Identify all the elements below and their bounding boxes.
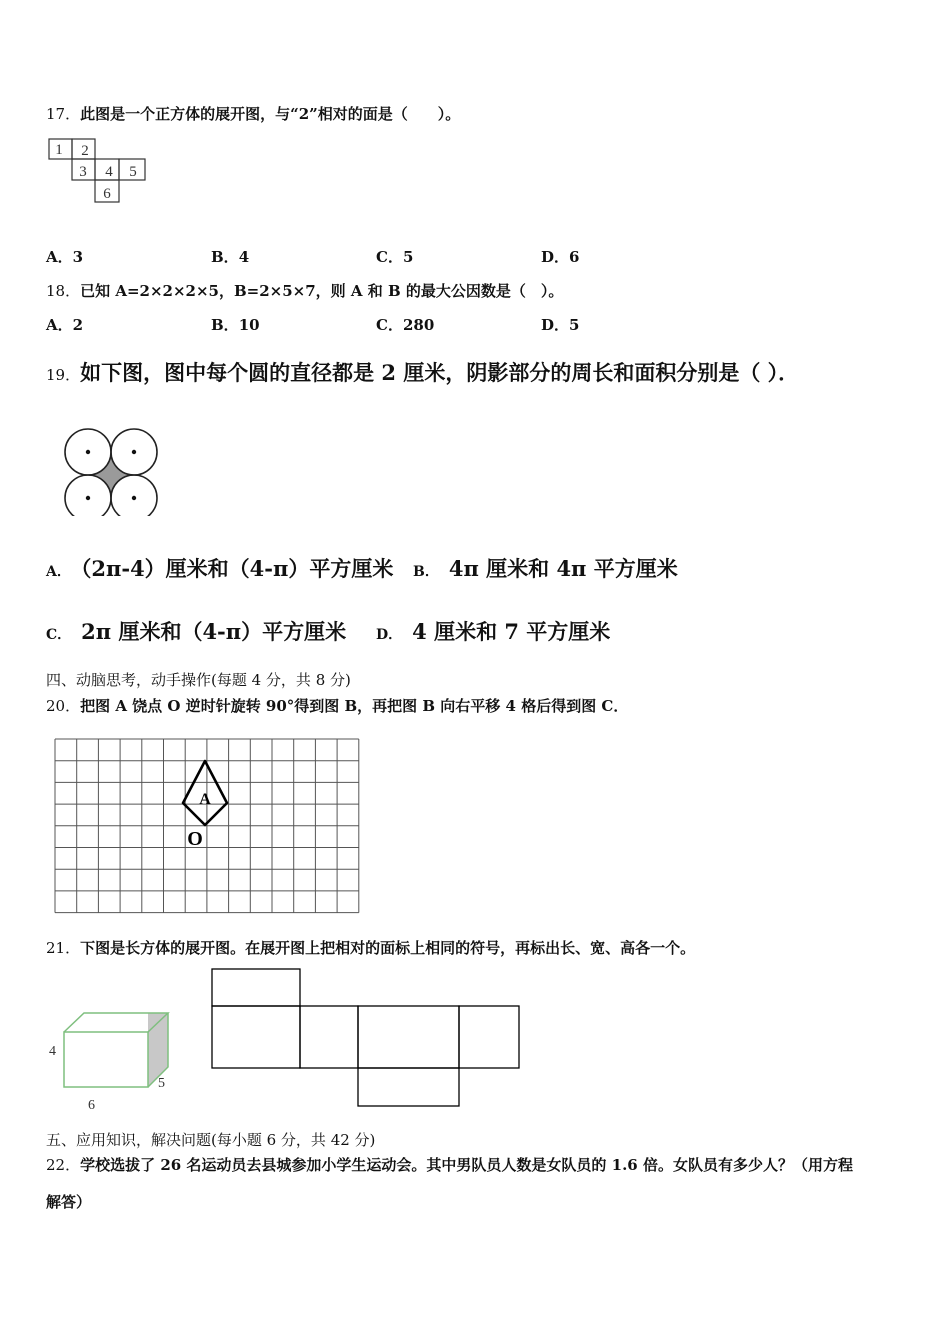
q20-stem bbox=[46, 695, 628, 716]
net-face-2[interactable] bbox=[300, 1006, 358, 1068]
option-text: 4 bbox=[238, 248, 250, 266]
net-label-2: 2 bbox=[81, 143, 89, 159]
option-letter: A． bbox=[46, 316, 73, 334]
q17-option-a[interactable] bbox=[46, 246, 83, 267]
q18-text: 已知 A=2×2×2×5，B=2×5×7，则 A 和 B 的最大公因数是（ ）。 bbox=[80, 282, 564, 300]
q19-stem bbox=[46, 357, 799, 387]
option-letter: A． bbox=[46, 248, 73, 266]
width-label: 5 bbox=[158, 1076, 165, 1091]
option-letter: C． bbox=[46, 627, 72, 643]
option-text: 280 bbox=[402, 316, 435, 334]
center-dot bbox=[86, 496, 90, 500]
option-letter: D． bbox=[541, 248, 570, 266]
section-4-title: 四、动脑思考，动手操作(每题 4 分，共 8 分) bbox=[46, 671, 351, 689]
q20-number: 20． bbox=[46, 697, 81, 715]
option-text: 2π 厘米和（4-π）平方厘米 bbox=[81, 619, 347, 644]
net-face-3[interactable] bbox=[358, 1006, 459, 1068]
net-face-1[interactable] bbox=[212, 1006, 300, 1068]
option-text: 3 bbox=[72, 248, 84, 266]
option-text: 10 bbox=[238, 316, 260, 334]
grid-figure bbox=[52, 736, 360, 914]
center-dot bbox=[132, 496, 136, 500]
section-5-title: 五、应用知识，解决问题(每小题 6 分，共 42 分) bbox=[46, 1131, 376, 1149]
option-letter: B． bbox=[211, 248, 239, 266]
net-face-top[interactable] bbox=[212, 969, 300, 1006]
q18-number: 18． bbox=[46, 282, 81, 300]
option-text: 6 bbox=[569, 248, 580, 266]
q19-number: 19． bbox=[46, 366, 81, 384]
circle-bottom-left bbox=[65, 475, 111, 516]
circle-bottom-right bbox=[111, 475, 157, 516]
q22-number: 22． bbox=[46, 1156, 81, 1174]
shaded-region bbox=[88, 452, 134, 498]
option-letter: C． bbox=[376, 248, 403, 266]
net-label-1: 1 bbox=[55, 142, 63, 158]
q17-text: 此图是一个正方体的展开图，与“2”相对的面是（ ）。 bbox=[80, 105, 461, 123]
cuboid-front-face bbox=[64, 1032, 148, 1087]
option-text: 4 厘米和 7 平方厘米 bbox=[412, 619, 611, 644]
q19-text: 如下图，图中每个圆的直径都是 2 厘米，阴影部分的周长和面积分别是（ ）． bbox=[80, 360, 800, 385]
option-letter: D． bbox=[541, 316, 570, 334]
q21-stem bbox=[46, 937, 695, 958]
length-label: 6 bbox=[88, 1098, 95, 1113]
q17-option-c[interactable] bbox=[376, 246, 413, 267]
net-label-5: 5 bbox=[129, 164, 137, 180]
q19-option-c[interactable] bbox=[46, 616, 346, 646]
q19-option-b[interactable] bbox=[413, 553, 678, 583]
q18-option-d[interactable] bbox=[541, 314, 579, 335]
option-text: （2π-4）厘米和（4-π）平方厘米 bbox=[80, 556, 394, 581]
q20-text: 把图 A 饶点 O 逆时针旋转 90°得到图 B，再把图 B 向右平移 4 格后得到图 C． bbox=[80, 697, 629, 715]
option-letter: A． bbox=[46, 564, 71, 580]
net-label-3: 3 bbox=[79, 164, 87, 180]
net-face-4[interactable] bbox=[459, 1006, 519, 1068]
option-text: 5 bbox=[402, 248, 414, 266]
q21-number: 21． bbox=[46, 939, 81, 957]
four-circles-figure bbox=[58, 412, 164, 516]
option-letter: D． bbox=[376, 627, 403, 643]
shape-a-label: A bbox=[199, 791, 211, 808]
q21-text: 下图是长方体的展开图。在展开图上把相对的面标上相同的符号，再标出长、宽、高各一个。 bbox=[80, 939, 696, 957]
q17-stem bbox=[46, 103, 460, 124]
option-text: 5 bbox=[569, 316, 580, 334]
q17-number: 17． bbox=[46, 105, 81, 123]
point-o-label: O bbox=[187, 828, 203, 850]
q19-option-a[interactable] bbox=[46, 553, 393, 583]
q18-stem bbox=[46, 280, 563, 301]
net-label-4: 4 bbox=[105, 164, 113, 180]
net-face-bottom[interactable] bbox=[358, 1068, 459, 1106]
option-letter: C． bbox=[376, 316, 403, 334]
height-label: 4 bbox=[49, 1044, 56, 1059]
option-text: 2 bbox=[72, 316, 84, 334]
q22-stem bbox=[46, 1154, 853, 1175]
q19-option-d[interactable] bbox=[376, 616, 610, 646]
center-dot bbox=[86, 450, 90, 454]
q17-option-d[interactable] bbox=[541, 246, 579, 267]
q22-text-line1: 学校选拔了 26 名运动员去县城参加小学生运动会。其中男队员人数是女队员的 1.6 倍。女队员有多少人？（用方程 bbox=[80, 1156, 853, 1174]
option-letter: B． bbox=[211, 316, 239, 334]
cube-net-figure bbox=[46, 136, 150, 206]
option-text: 4π 厘米和 4π 平方厘米 bbox=[448, 556, 678, 581]
cuboid-figure bbox=[44, 1005, 176, 1113]
q22-text-line2: 解答） bbox=[46, 1193, 92, 1211]
option-letter: B． bbox=[413, 564, 439, 580]
q18-option-c[interactable] bbox=[376, 314, 434, 335]
q18-option-a[interactable] bbox=[46, 314, 83, 335]
cuboid-net-figure bbox=[210, 966, 522, 1108]
q17-option-b[interactable] bbox=[211, 246, 249, 267]
q18-option-b[interactable] bbox=[211, 314, 260, 335]
center-dot bbox=[132, 450, 136, 454]
net-label-6: 6 bbox=[103, 186, 111, 202]
